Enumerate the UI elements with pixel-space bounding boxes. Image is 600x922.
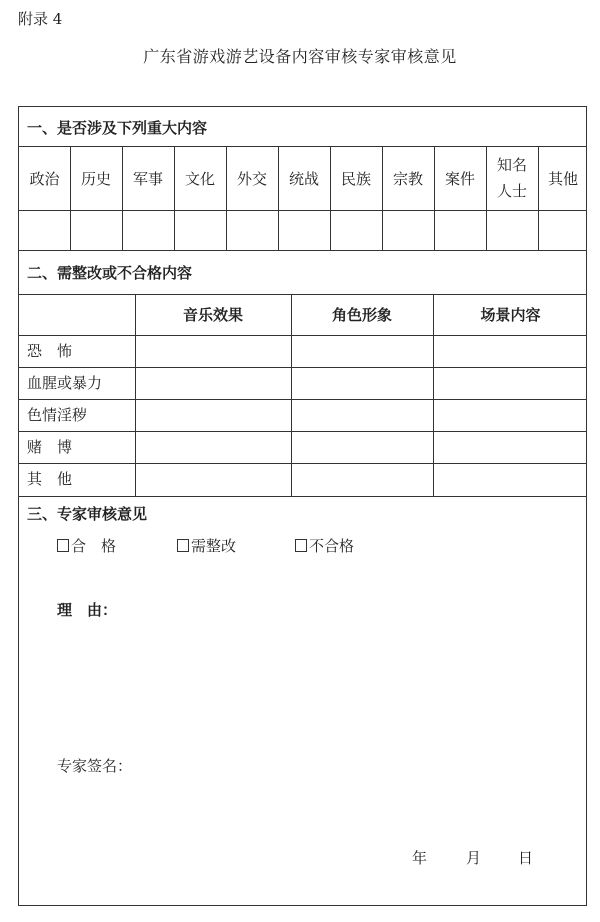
- date-month: 月: [466, 849, 482, 867]
- row-label-violence: 血腥或暴力: [27, 374, 103, 392]
- section-1-column-header: 历史: [80, 169, 111, 188]
- checkbox-revise[interactable]: [177, 539, 189, 552]
- option-revise[interactable]: 需整改: [177, 535, 236, 556]
- row-label-gambling: 赌 博: [27, 438, 73, 456]
- section-1-column-header: 民族: [340, 169, 371, 188]
- section-1-column-header: 知名 人士: [496, 156, 527, 200]
- section-2-heading: 二、需整改或不合格内容: [27, 264, 193, 282]
- reason-label: 理 由：: [57, 601, 118, 619]
- appendix-label: 附录 4: [18, 10, 63, 28]
- section-1-column-header: 案件: [444, 169, 475, 188]
- row-label-other: 其 他: [27, 470, 73, 488]
- section-1-column-header: 统战: [288, 169, 319, 188]
- section-1-column-header: 其他: [547, 169, 578, 188]
- signature-label: 专家签名：: [57, 757, 133, 775]
- section-3-heading: 三、专家审核意见: [27, 505, 148, 523]
- date-year: 年: [412, 849, 428, 867]
- section-1-column-header: 宗教: [392, 169, 423, 188]
- checkbox-approve[interactable]: [57, 539, 69, 552]
- row-label-horror: 恐 怖: [27, 342, 73, 360]
- row-label-obscene: 色情淫秽: [27, 406, 88, 424]
- review-form: [18, 106, 587, 906]
- date-day: 日: [518, 849, 534, 867]
- document-title: 广东省游戏游艺设备内容审核专家审核意见: [143, 47, 457, 66]
- section-1-column-header: 政治: [29, 169, 60, 188]
- section-1-column-header: 文化: [184, 169, 215, 188]
- column-header-character: 角色形象: [331, 306, 392, 324]
- option-approve[interactable]: 合 格: [57, 535, 116, 556]
- option-reject[interactable]: 不合格: [295, 535, 354, 556]
- section-1-column-header: 军事: [132, 169, 163, 188]
- section-1-column-header: 外交: [236, 169, 267, 188]
- column-header-music: 音乐效果: [182, 306, 243, 324]
- checkbox-reject[interactable]: [295, 539, 307, 552]
- section-1-heading: 一、是否涉及下列重大内容: [27, 119, 208, 137]
- column-header-scene: 场景内容: [480, 306, 541, 324]
